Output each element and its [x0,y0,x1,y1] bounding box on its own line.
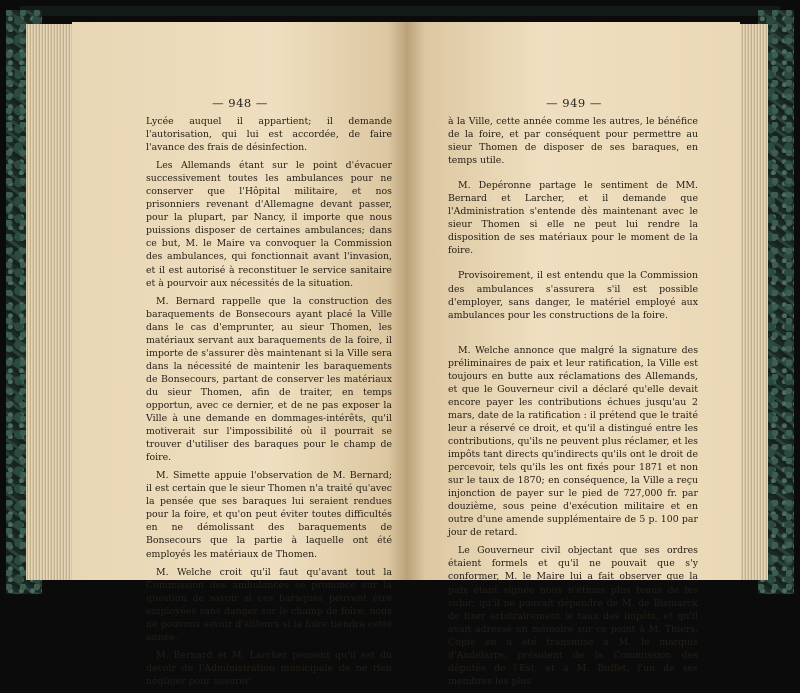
paragraph: M. Bernard et M. Larcher pensent qu'il est du devoir de l'Administration municipale de ne rien négliger pour assurer [146,649,392,687]
paragraph: M. Welche croit qu'il faut qu'avant tout la Commission des ambulances se prononce sur la question de savoir si ces baraques peuvent être employées sans danger sur le champ de foire; nous ne pouvons savoir d'ailleurs si la foire tiendra cette année. [146,566,392,643]
book-spine [20,6,780,16]
paragraph: Les Allemands étant sur le point d'évacuer successivement toutes les ambulances pour ne conserver que l'Hôpital militaire, et nos prisonniers revenant d'Allemagne devant passer, pour la plupart, par Nancy, il importe que nous puissions disposer de certaines ambulances; dans ce but, M. le Maire va convoquer la Commission des ambulances, qui fonctionnait avant l'invasion, et il est autorisé à reconstituer le service sanitaire et à pourvoir aux nécessités de la situation. [146,160,392,289]
page-number: — 948 — [212,96,268,110]
paragraph: M. Simette appuie l'observation de M. Bernard; il est certain que le sieur Thomen n'a traité qu'avec la pensée que ses baraques lui seraient rendues pour la foire, et qu'on peut éviter toutes difficultés en ne démolissant des baraquements de Bonsecours que la partie à laquelle ont été employés les matériaux de Thomen. [146,470,392,560]
right-page-edges [738,24,768,580]
page-body [448,115,698,693]
paragraph: M. Bernard rappelle que la construction des baraquements de Bonsecours ayant placé la Ville dans le cas d'emprunter, au sieur Thomen, les matériaux servant aux baraquements de la foire, il importe de s'assurer dès maintenant si la Ville sera dans la nécessité de maintenir les baraquements de Bonsecours, partant de conserver les matériaux du sieur Thomen, afin de traiter, en temps opportun, avec ce dernier, et de ne pas exposer la Ville à une demande en dommages-intérêts, qu'il motiverait sur l'impossibilité où il pourrait se trouver d'utiliser des baraques pour le champ de foire. [146,295,392,464]
left-page [72,22,408,687]
page-number: — 949 — [546,96,602,110]
left-page-edges [26,24,72,580]
paragraph: M. Depéronne partage le sentiment de MM. Bernard et Larcher, et il demande que l'Administration s'entende dès maintenant avec le sieur Thomen si elle ne peut lui rendre la disposition de ses matériaux pour le moment de la foire. [448,180,698,257]
page-body [146,115,392,693]
right-page [408,22,740,687]
paragraph: Le Gouverneur civil objectant que ses ordres étaient formels et qu'il ne pouvait que s'y conformer, M. le Maire lui a fait observer que la paix étant signée nous n'étions plus tenus de les subir; qu'il ne pouvait dépendre de M. de Bismarck de fixer arbitrairement le taux des impôts, et qu'il avait adressé un mémoire sur ce point à M. Thiers. Copie en a été transmise à M. le marquis d'Andelarre, président de la Commission des députés de l'Est, et à M. Buffet, l'un de ses membres les plus [448,545,698,687]
paragraph: M. Welche annonce que malgré la signature des préliminaires de paix et leur ratification, la Ville est toujours en butte aux réclamations des Allemands, et que le Gouverneur civil a déclaré qu'elle devait encore payer les contributions échues jusqu'au 2 mars, date de la ratification : il prétend que le traité leur a réservé ce droit, et qu'il a distingué entre les contributions, qu'ils ne peuvent plus réclamer, et les impôts tant directs qu'indirects qu'ils ont le droit de percevoir, tels qu'ils les ont fixés pour 1871 et non sur le taux de 1870; en conséquence, la Ville a reçu injonction de payer sur le pied de 727,000 fr. par douzième, sous peine d'exécution militaire et en outre d'une amende supplémentaire de 5 p. 100 par jour de retard. [448,344,698,539]
paragraph: Provisoirement, il est entendu que la Commission des ambulances s'assurera s'il est possible d'employer, sans danger, le matériel employé aux ambulances pour les constructions de la foire. [448,270,698,321]
paragraph: Lycée auquel il appartient; il demande l'autorisation, qui lui est accordée, de faire l'avance des frais de désinfection. [146,116,392,154]
paragraph: à la Ville, cette année comme les autres, le bénéfice de la foire, et par conséquent pour permettre au sieur Thomen de disposer de ses baraques, en temps utile. [448,116,698,167]
